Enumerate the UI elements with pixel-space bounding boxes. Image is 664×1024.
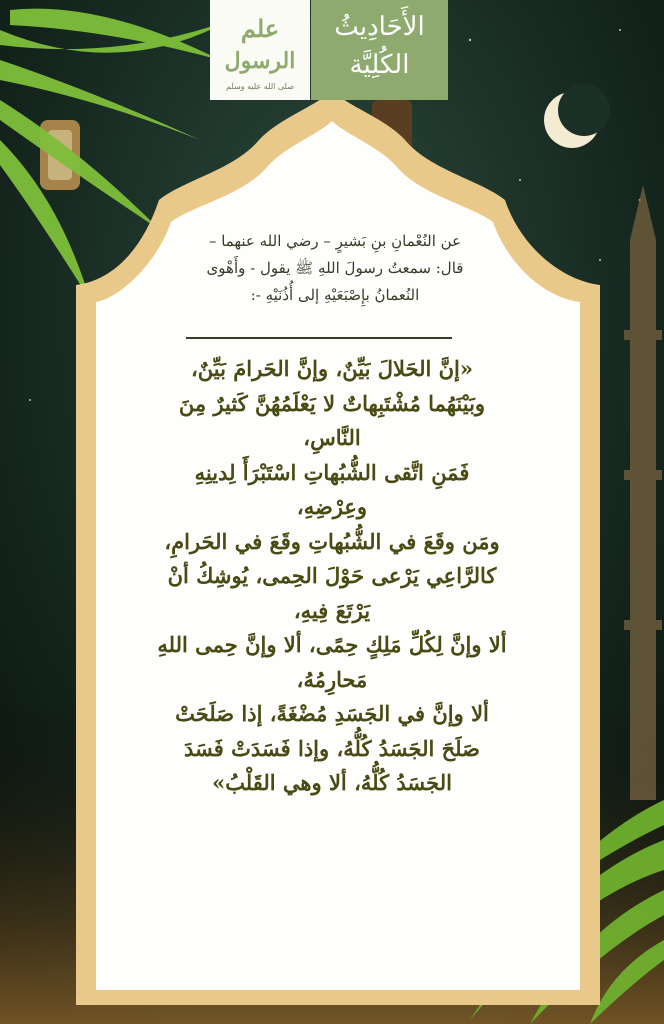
- logo-line-1: علم: [240, 14, 280, 43]
- hadith-line: كالرَّاعِي يَرْعى حَوْلَ الحِمى، يُوشِكُ أنْ: [167, 563, 497, 588]
- hadith-text: [100, 352, 564, 801]
- hadith-line: مَحارِمُهُ،: [296, 666, 368, 692]
- hadith-line: ألا وإنَّ لِكُلِّ مَلِكٍ حِمًى، ألا وإنَّ حِمى اللهِ: [157, 632, 507, 657]
- hadith-line: وعِرْضِهِ،: [296, 494, 368, 519]
- intro-line: النُعمانُ بإِصْبَعَيْهِ إلى أُذُنَيْهِ -:: [250, 286, 420, 304]
- logo-line-2: الرسول: [224, 48, 296, 74]
- hadith-line: يَرْتَعَ فِيهِ،: [293, 597, 371, 623]
- intro-line: عن النُعْمانِ بنِ بَشيرٍ – رضي الله عنهما –: [208, 232, 462, 250]
- hadith-line: النَّاسِ،: [303, 425, 361, 450]
- series-title-line-1: الأَحَادِيثُ: [334, 12, 425, 42]
- hadith-line: الجَسَدُ كُلُّهُ، ألا وهي القَلْبُ»: [212, 770, 452, 795]
- hadith-line: وبَيْنَهُما مُشْتَبِهاتٌ لا يَعْلَمُهُنَّ كَثيرٌ مِنَ: [178, 390, 486, 416]
- series-title-line-2: الكُلِيَّة: [349, 50, 410, 80]
- hadith-line: ألا وإنَّ في الجَسَدِ مُضْغَةً، إذا صَلَحَتْ: [175, 701, 489, 726]
- hadith-line: فَمَنِ اتَّقى الشُّبُهاتِ اسْتَبْرَأَ لِدينِهِ: [194, 459, 470, 485]
- divider: [186, 337, 452, 339]
- site-logo: [210, 0, 310, 100]
- hadith-line: ومَن وقَعَ في الشُّبُهاتِ وقَعَ في الحَرامِ،: [164, 528, 500, 554]
- intro-line: قال: سمعتُ رسولَ اللهِ ﷺ يقول - وأَهْوى: [206, 259, 464, 277]
- hadith-narration-intro: [165, 228, 505, 309]
- hadith-line: «إنَّ الحَلالَ بَيِّنٌ، وإنَّ الحَرامَ بَيِّنٌ،: [190, 356, 473, 381]
- hadith-line: صَلَحَ الجَسَدُ كُلُّهُ، وإذا فَسَدَتْ فَسَدَ: [184, 735, 480, 761]
- logo-line-3: صلى الله عليه وسلم: [226, 82, 294, 91]
- series-title-badge: [311, 0, 448, 100]
